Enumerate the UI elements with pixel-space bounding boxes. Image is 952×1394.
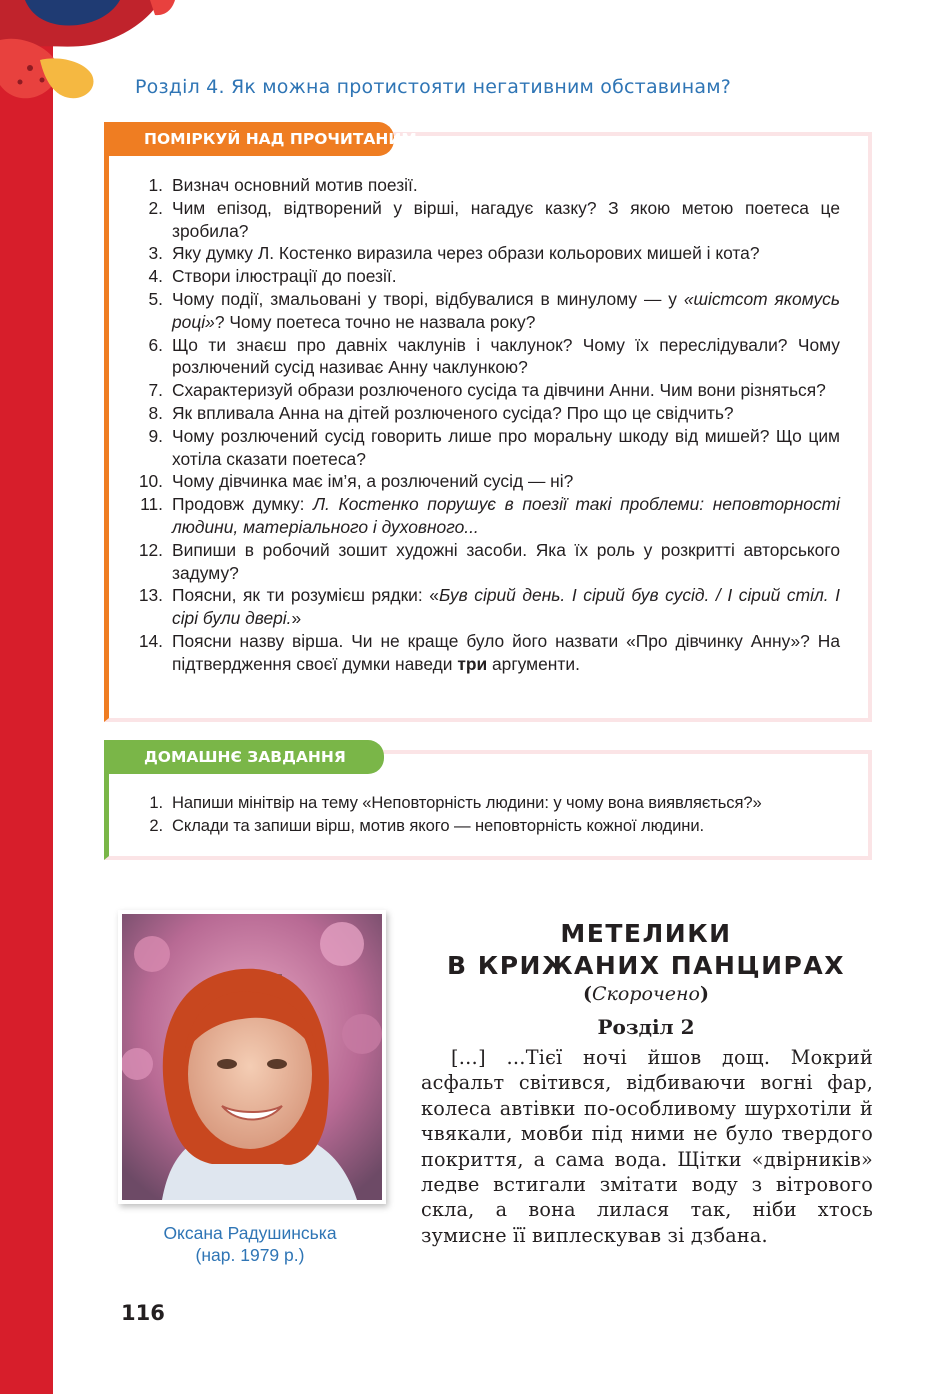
reflect-question-item-text <box>172 174 840 197</box>
reflect-tab-label: ПОМІРКУЙ НАД ПРОЧИТАНИМ <box>104 122 394 156</box>
reflect-question-item <box>109 493 868 539</box>
reflect-question-item-text-part: Схарактеризуй образи розлюченого сусіда та дівчини Анни. Чим вони різняться? <box>172 380 826 401</box>
reflect-question-item-text <box>172 242 840 265</box>
reflect-box <box>104 132 872 722</box>
reflect-question-item-number: 8. <box>148 402 163 423</box>
homework-tab-label: ДОМАШНЄ ЗАВДАННЯ <box>104 740 384 774</box>
reflect-question-item-text-part: Чим епізод, відтворений у вірші, нагадує казку? З якою метою поетеса це зробила? <box>172 197 840 241</box>
reflect-question-item <box>109 288 868 334</box>
caption-author-years: (нар. 1979 р.) <box>195 1245 305 1265</box>
reflect-question-item-text <box>172 539 840 585</box>
reflect-question-item-text-part: Чому розлючений сусід говорить лише про моральну шкоду від мишей? Що цим хотіла сказати поетеса? <box>172 425 840 469</box>
reflect-question-item-number: 6. <box>148 334 163 355</box>
reflect-question-item-number: 7. <box>148 380 163 401</box>
reflect-question-item-number: 10. <box>138 471 163 492</box>
subtitle-open-paren: ( <box>583 983 593 1005</box>
reflect-question-item-text-part: Чому дівчинка має ім’я, а розлючений сусід — ні? <box>172 471 574 492</box>
story-section-heading: Розділ 2 <box>597 1015 695 1039</box>
reflect-question-item-text <box>172 402 840 425</box>
reflect-question-item <box>109 470 868 493</box>
reflect-question-item-text <box>172 584 840 630</box>
homework-task-list <box>109 792 868 838</box>
reflect-question-item-text-part: Чому події, змальовані у творі, відбувалися в минулому — у <box>172 288 684 309</box>
reflect-question-item-number: 2. <box>148 197 163 218</box>
reflect-question-item <box>109 379 868 402</box>
homework-task-item-text-part: Напиши мінітвір на тему «Неповторність людини: у чому вона виявляється?» <box>172 793 762 812</box>
homework-task-item-number: 2. <box>149 815 163 835</box>
reflect-question-item-text-part: аргументи. <box>487 653 580 674</box>
reflect-question-item-text-part: ? Чому поетеса точно не назвала року? <box>214 311 536 332</box>
reflect-question-item-number: 12. <box>138 539 163 560</box>
homework-task-item-text-part: Склади та запиши вірш, мотив якого — неповторність кожної людини. <box>172 815 705 835</box>
reflect-question-item-text <box>172 197 840 243</box>
reflect-question-item-number: 14. <box>138 630 163 651</box>
homework-task-item <box>109 815 868 838</box>
homework-task-item <box>109 792 868 815</box>
reflect-question-item-text-part: Поясни назву вірша. Чи не краще було його назвати «Про дівчинку Анну»? На підтвердження своєї думки наведи <box>172 630 840 674</box>
left-red-strip <box>0 0 53 1394</box>
reflect-question-item-text <box>172 265 840 288</box>
reflect-question-item <box>109 242 868 265</box>
reflect-question-item <box>109 584 868 630</box>
reflect-question-item-number: 3. <box>148 243 163 264</box>
reflect-question-item-text-part: Створи ілюстрації до поезії. <box>172 266 397 287</box>
reflect-question-item-text <box>172 379 840 402</box>
reflect-question-list <box>109 174 868 676</box>
story-paragraph: […] …Тієї ночі йшов дощ. Мокрий асфальт світився, відбиваючи вогні фар, колеса автівки по-особливому шурхотіли й чвякали, мовби під ними не було твердого покриття, а сама вода. Щітки «двірників» ледве встигали змітати воду з вітрового скла, а вона лилася так, ніби хтось зумисне її виплескував зі дзбана. <box>421 1046 873 1247</box>
reflect-question-item <box>109 425 868 471</box>
reflect-question-item-number: 13. <box>138 585 163 606</box>
reflect-question-item-text-part: Як впливала Анна на дітей розлюченого сусіда? Про що це свідчить? <box>172 402 734 423</box>
reflect-question-item-text-part: Що ти знаєш про давніх чаклунів і чаклунок? Чому їх переслідували? Чому розлючений сусід називає Анну чаклункою? <box>172 334 840 378</box>
homework-box <box>104 750 872 860</box>
reflect-question-item <box>109 265 868 288</box>
subtitle-close-paren: ) <box>699 983 709 1005</box>
reflect-question-item <box>109 174 868 197</box>
homework-task-item-text <box>172 792 840 815</box>
homework-task-item-number: 1. <box>149 793 163 812</box>
caption-author-name: Оксана Радушинська <box>163 1223 337 1243</box>
homework-task-item-text <box>172 815 840 838</box>
reflect-question-item-text <box>172 470 840 493</box>
author-portrait-image <box>122 914 382 1200</box>
reflect-question-item-text-part: Л. Костенко порушує в поезії такі проблеми: неповторності людини, матеріального і духовного... <box>172 494 840 537</box>
reflect-question-item <box>109 539 868 585</box>
reflect-question-item <box>109 197 868 243</box>
story-text <box>421 1045 873 1248</box>
reflect-question-item-text-part: три <box>457 653 488 674</box>
story-title <box>420 918 872 982</box>
page-number: 116 <box>121 1301 165 1325</box>
reflect-question-item-text-part: «шістсот якомусь році» <box>172 288 840 332</box>
reflect-question-item-text <box>172 334 840 380</box>
reflect-question-item-number: 9. <box>148 425 163 446</box>
story-title-line1: МЕТЕЛИКИ <box>560 919 732 948</box>
reflect-question-item-number: 1. <box>148 175 163 195</box>
author-photo-frame <box>118 910 386 1204</box>
chapter-header: Розділ 4. Як можна протистояти негативним обставинам? <box>135 76 732 98</box>
reflect-question-item <box>109 402 868 425</box>
story-title-line2: В КРИЖАНИХ ПАНЦИРАХ <box>447 951 845 980</box>
reflect-question-item-text-part: Продовж думку: <box>172 494 314 515</box>
reflect-question-item-text-part: Яку думку Л. Костенко виразила через образи кольорових мишей і кота? <box>172 243 760 264</box>
subtitle-word: Скорочено <box>592 983 700 1005</box>
reflect-question-item-number: 5. <box>148 288 163 309</box>
reflect-question-item <box>109 334 868 380</box>
reflect-question-item-text-part: Був сірий день. І сірий був сусід. / І сірий стіл. І сірі були двері. <box>172 585 840 629</box>
reflect-question-item-text-part: Поясни, як ти розумієш рядки: « <box>172 585 439 606</box>
reflect-question-item-text <box>172 288 840 334</box>
decorative-corner-illustration <box>0 0 200 130</box>
reflect-question-item-text-part: » <box>291 608 302 629</box>
reflect-question-item-text-part: Визнач основний мотив поезії. <box>172 175 418 195</box>
reflect-question-item-text-part: Випиши в робочий зошит художні засоби. Яка їх роль у розкритті авторського задуму? <box>172 539 840 583</box>
story-subtitle <box>420 983 872 1005</box>
reflect-question-item <box>109 630 868 676</box>
reflect-question-item-text <box>172 425 840 471</box>
reflect-question-item-number: 4. <box>148 266 163 287</box>
reflect-question-item-text <box>172 630 840 676</box>
photo-caption <box>118 1222 382 1266</box>
reflect-question-item-number: 11. <box>140 494 163 515</box>
reflect-question-item-text <box>172 493 840 539</box>
